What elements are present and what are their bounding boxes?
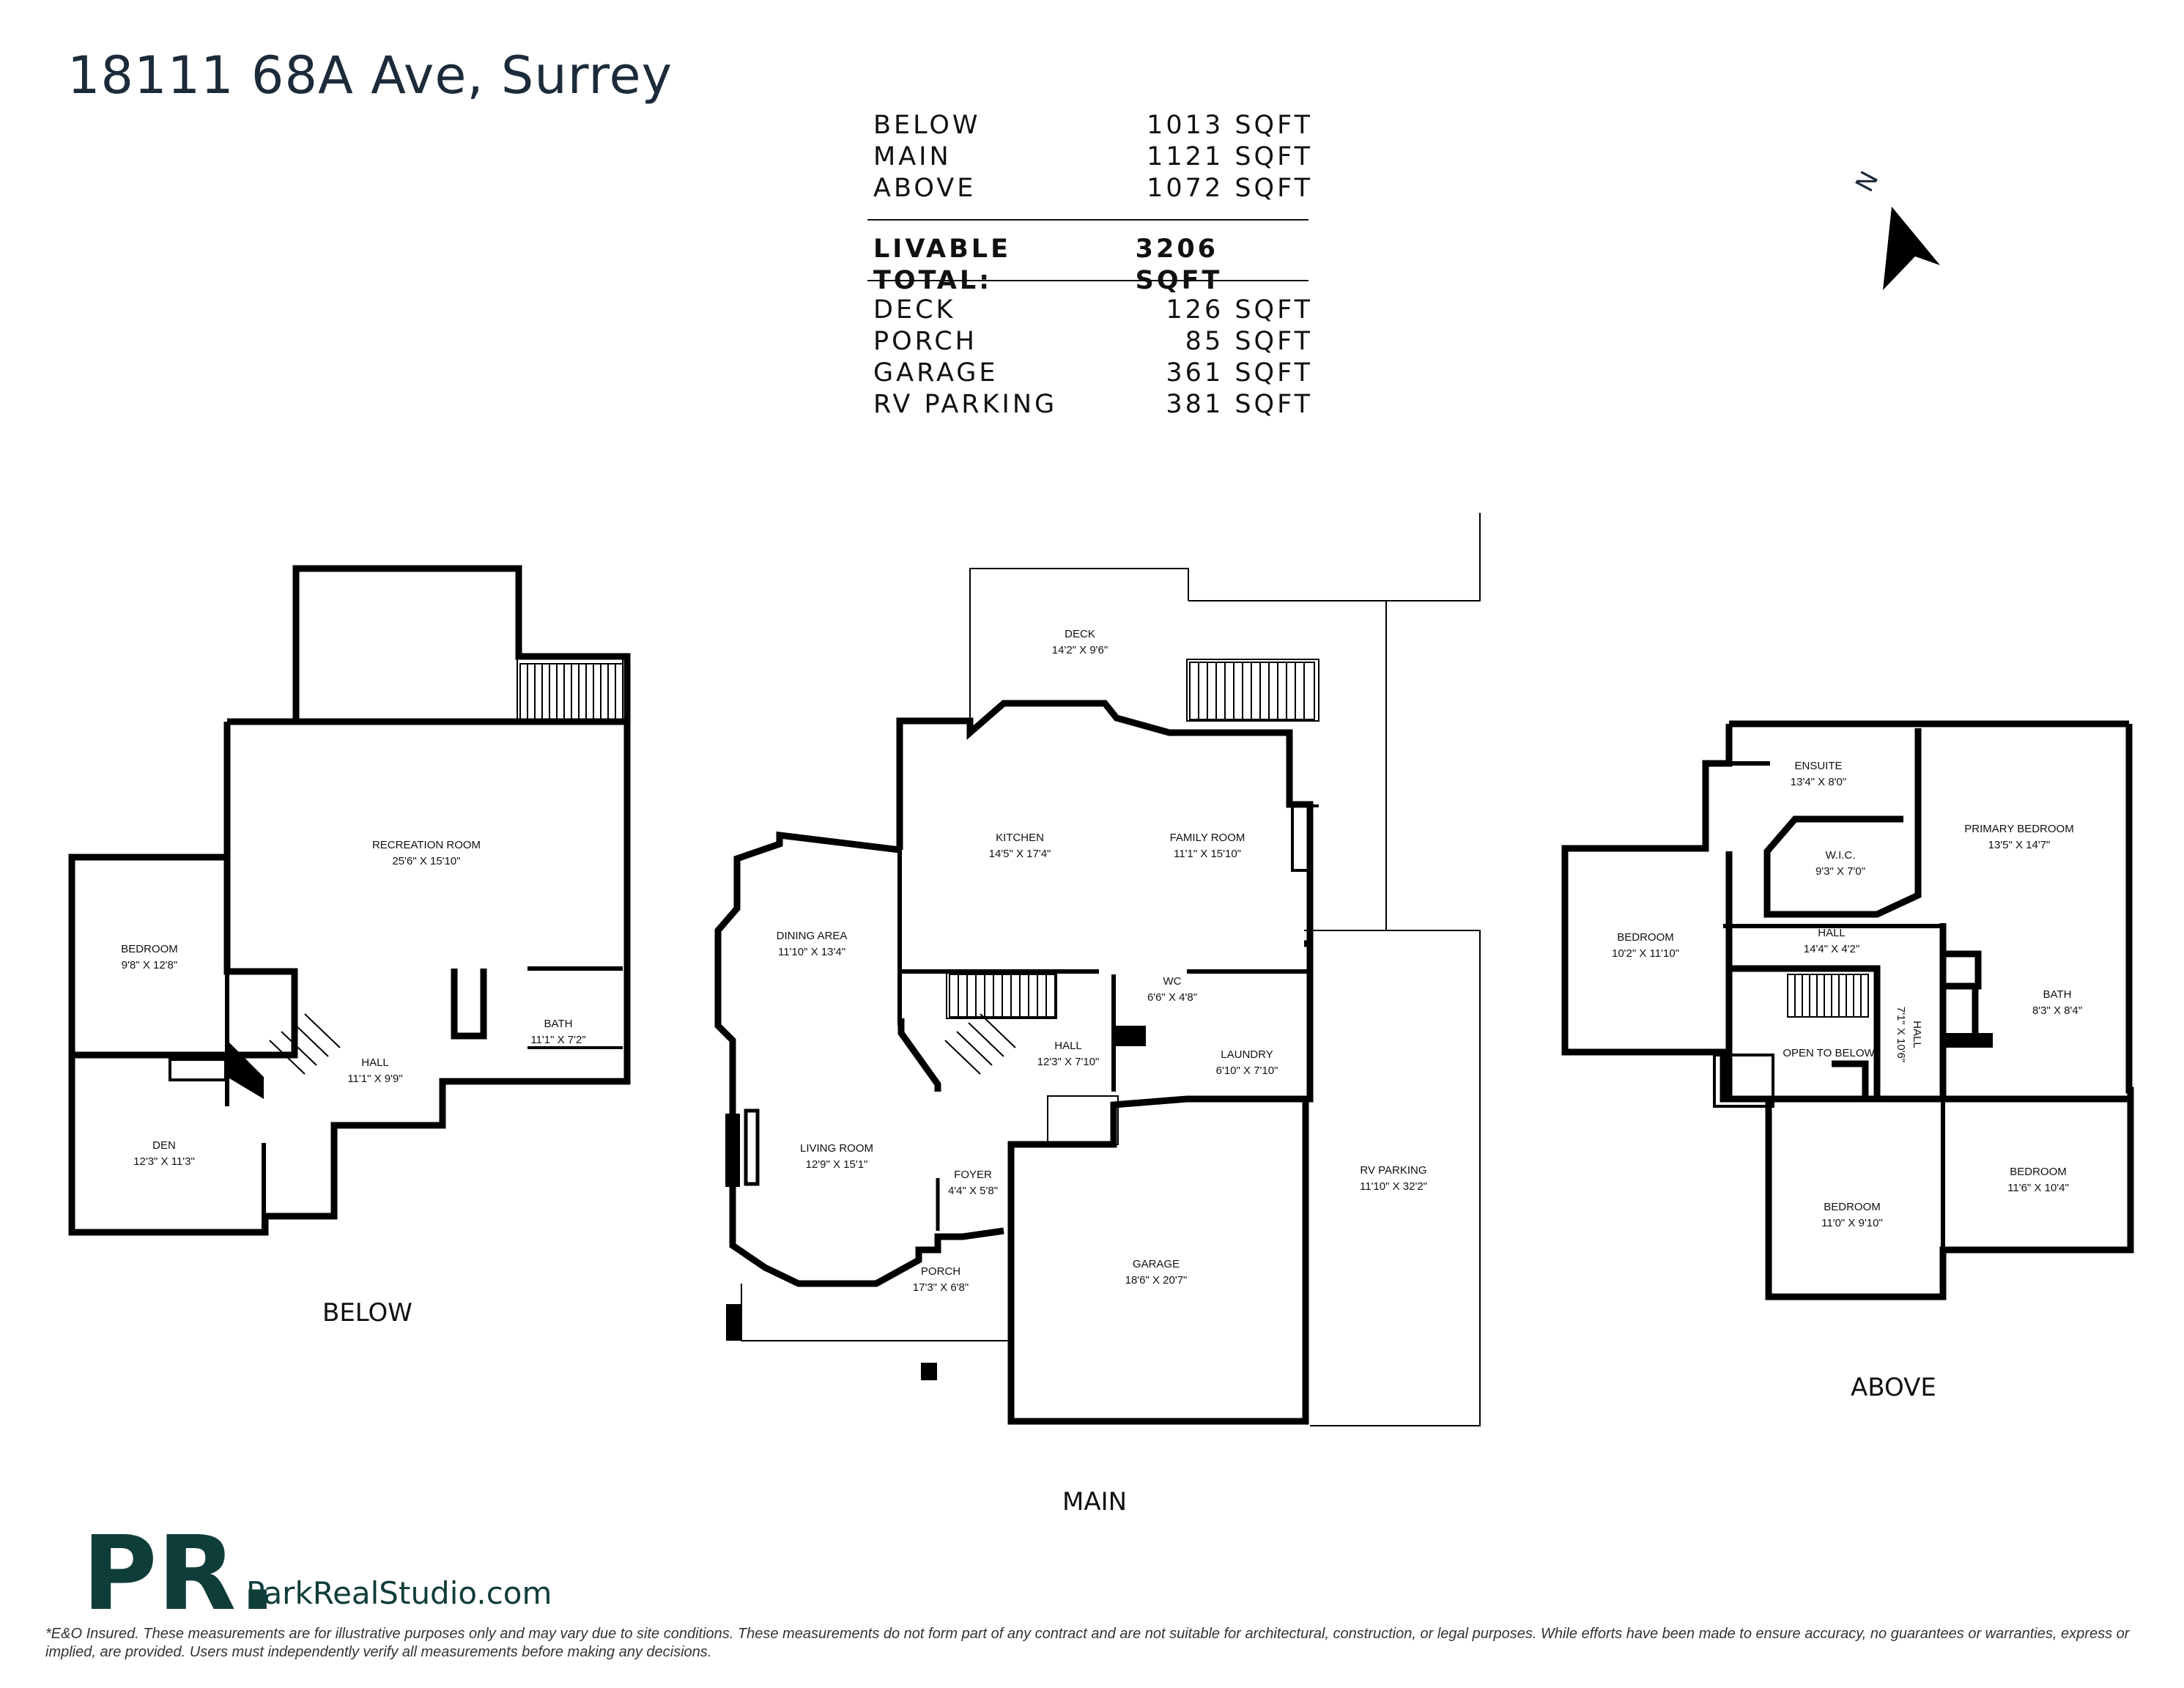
room-name: RECREATION ROOM [371, 839, 481, 851]
room-name: ENSUITE [1794, 760, 1843, 772]
room-size: 12'3" X 7'10" [1037, 1056, 1100, 1068]
room-size: 4'4" X 5'8" [947, 1185, 999, 1197]
logo-mark: PR. [82, 1514, 278, 1634]
room-name: RV PARKING [1360, 1164, 1427, 1177]
north-arrow-icon [1883, 207, 1940, 290]
room-name: DEN [152, 1139, 176, 1152]
area-label: RV PARKING [873, 390, 1058, 419]
room-name: OPEN TO BELOW [1783, 1047, 1875, 1059]
room-size: 12'9" X 15'1" [805, 1158, 868, 1171]
room-name: DINING AREA [776, 930, 848, 942]
room-size: 8'3" X 8'4" [2032, 1004, 2083, 1017]
area-label: GARAGE [873, 358, 999, 388]
area-label: ABOVE [873, 174, 977, 203]
room-size: 13'4" X 8'0" [1790, 776, 1847, 788]
room-size: 14'4" X 4'2" [1803, 943, 1860, 955]
room-name: BATH [544, 1018, 573, 1030]
room-name: WC [1163, 975, 1182, 988]
room-size: 11'6" X 10'4" [2007, 1182, 2069, 1194]
room-size: 12'3" X 11'3" [133, 1155, 195, 1168]
room-size: 11'10" X 13'4" [778, 946, 845, 958]
room-size: 9'3" X 7'0" [1815, 865, 1866, 878]
room-name: FOYER [954, 1169, 992, 1181]
floor-plan-main [718, 703, 1319, 1421]
brand-logo [82, 1514, 277, 1634]
room-size: 14'5" X 17'4" [988, 848, 1051, 860]
room-size: 18'6" X 20'7" [1125, 1274, 1188, 1287]
room-size: 7'1" X 10'6" [1895, 1006, 1907, 1063]
property-address: 18111 68A Ave, Surrey [67, 45, 673, 106]
area-label: PORCH [873, 327, 977, 356]
floor-label-main: MAIN [1062, 1487, 1128, 1517]
room-name: HALL [361, 1056, 389, 1069]
room-name: DECK [1065, 628, 1095, 640]
room-name: HALL [1911, 1021, 1923, 1048]
disclaimer: *E&O Insured. These measurements are for illustrative purposes only and may vary due to site conditions. These measurements do not form part of any contract and are not suitable for architectural, construction, or legal purposes. While efforts have been made to ensure accuracy, no guarantees or warranties, express or implied, are provided. Users must independently verify all measurements before making any decisions. [45, 1626, 2130, 1660]
brand-name: ParkRealStudio.com [246, 1575, 552, 1611]
area-value: 381 SQFT [1166, 390, 1313, 419]
room-name: BATH [2043, 988, 2072, 1001]
room-name: KITCHEN [996, 832, 1044, 844]
north-label: N [1850, 166, 1885, 197]
room-name: BEDROOM [2010, 1166, 2067, 1178]
room-name: PRIMARY BEDROOM [1964, 823, 2074, 835]
room-name: BEDROOM [121, 943, 178, 955]
room-name: LIVING ROOM [799, 1142, 874, 1155]
room-size: 6'10" X 7'10" [1215, 1065, 1278, 1077]
room-size: 11'0" X 9'10" [1821, 1217, 1883, 1229]
room-name: FAMILY ROOM [1169, 832, 1245, 844]
room-labels [121, 628, 2082, 1294]
room-name: GARAGE [1132, 1258, 1180, 1270]
room-size: 13'5" X 14'7" [1988, 839, 2051, 851]
room-name: LAUNDRY [1221, 1048, 1273, 1061]
total-value: 3206 SQFT [1135, 234, 1223, 295]
floor-label-above: ABOVE [1851, 1373, 1936, 1402]
room-size: 25'6" X 15'10" [392, 855, 461, 867]
room-size: 11'1" X 9'9" [347, 1073, 403, 1085]
room-size: 14'2" X 9'6" [1051, 644, 1108, 656]
room-size: 6'6" X 4'8" [1147, 991, 1198, 1004]
area-label: MAIN [873, 142, 952, 171]
area-value: 1072 SQFT [1147, 174, 1313, 203]
room-size: 10'2" X 11'10" [1612, 947, 1679, 960]
room-name: W.I.C. [1825, 849, 1856, 862]
room-size: 9'8" X 12'8" [121, 959, 178, 971]
area-value: 361 SQFT [1166, 358, 1313, 388]
room-name: BEDROOM [1824, 1201, 1881, 1213]
area-value: 1121 SQFT [1147, 142, 1313, 171]
room-name: BEDROOM [1617, 931, 1674, 944]
room-name: PORCH [920, 1265, 961, 1278]
area-value: 126 SQFT [1166, 295, 1313, 325]
area-label: BELOW [873, 111, 981, 140]
room-size: 11'1" X 15'10" [1174, 848, 1241, 860]
area-value: 85 SQFT [1185, 327, 1313, 356]
floor-label-below: BELOW [322, 1298, 412, 1328]
room-size: 11'10" X 32'2" [1360, 1180, 1427, 1193]
floor-plan-below [72, 569, 627, 1232]
total-label: LIVABLE TOTAL: [873, 234, 1012, 295]
area-value: 1013 SQFT [1147, 111, 1313, 140]
room-name: HALL [1054, 1040, 1082, 1052]
area-label: DECK [873, 295, 956, 325]
room-size: 11'1" X 7'2" [530, 1034, 586, 1046]
room-size: 17'3" X 6'8" [912, 1281, 969, 1294]
room-name: HALL [1818, 927, 1846, 939]
